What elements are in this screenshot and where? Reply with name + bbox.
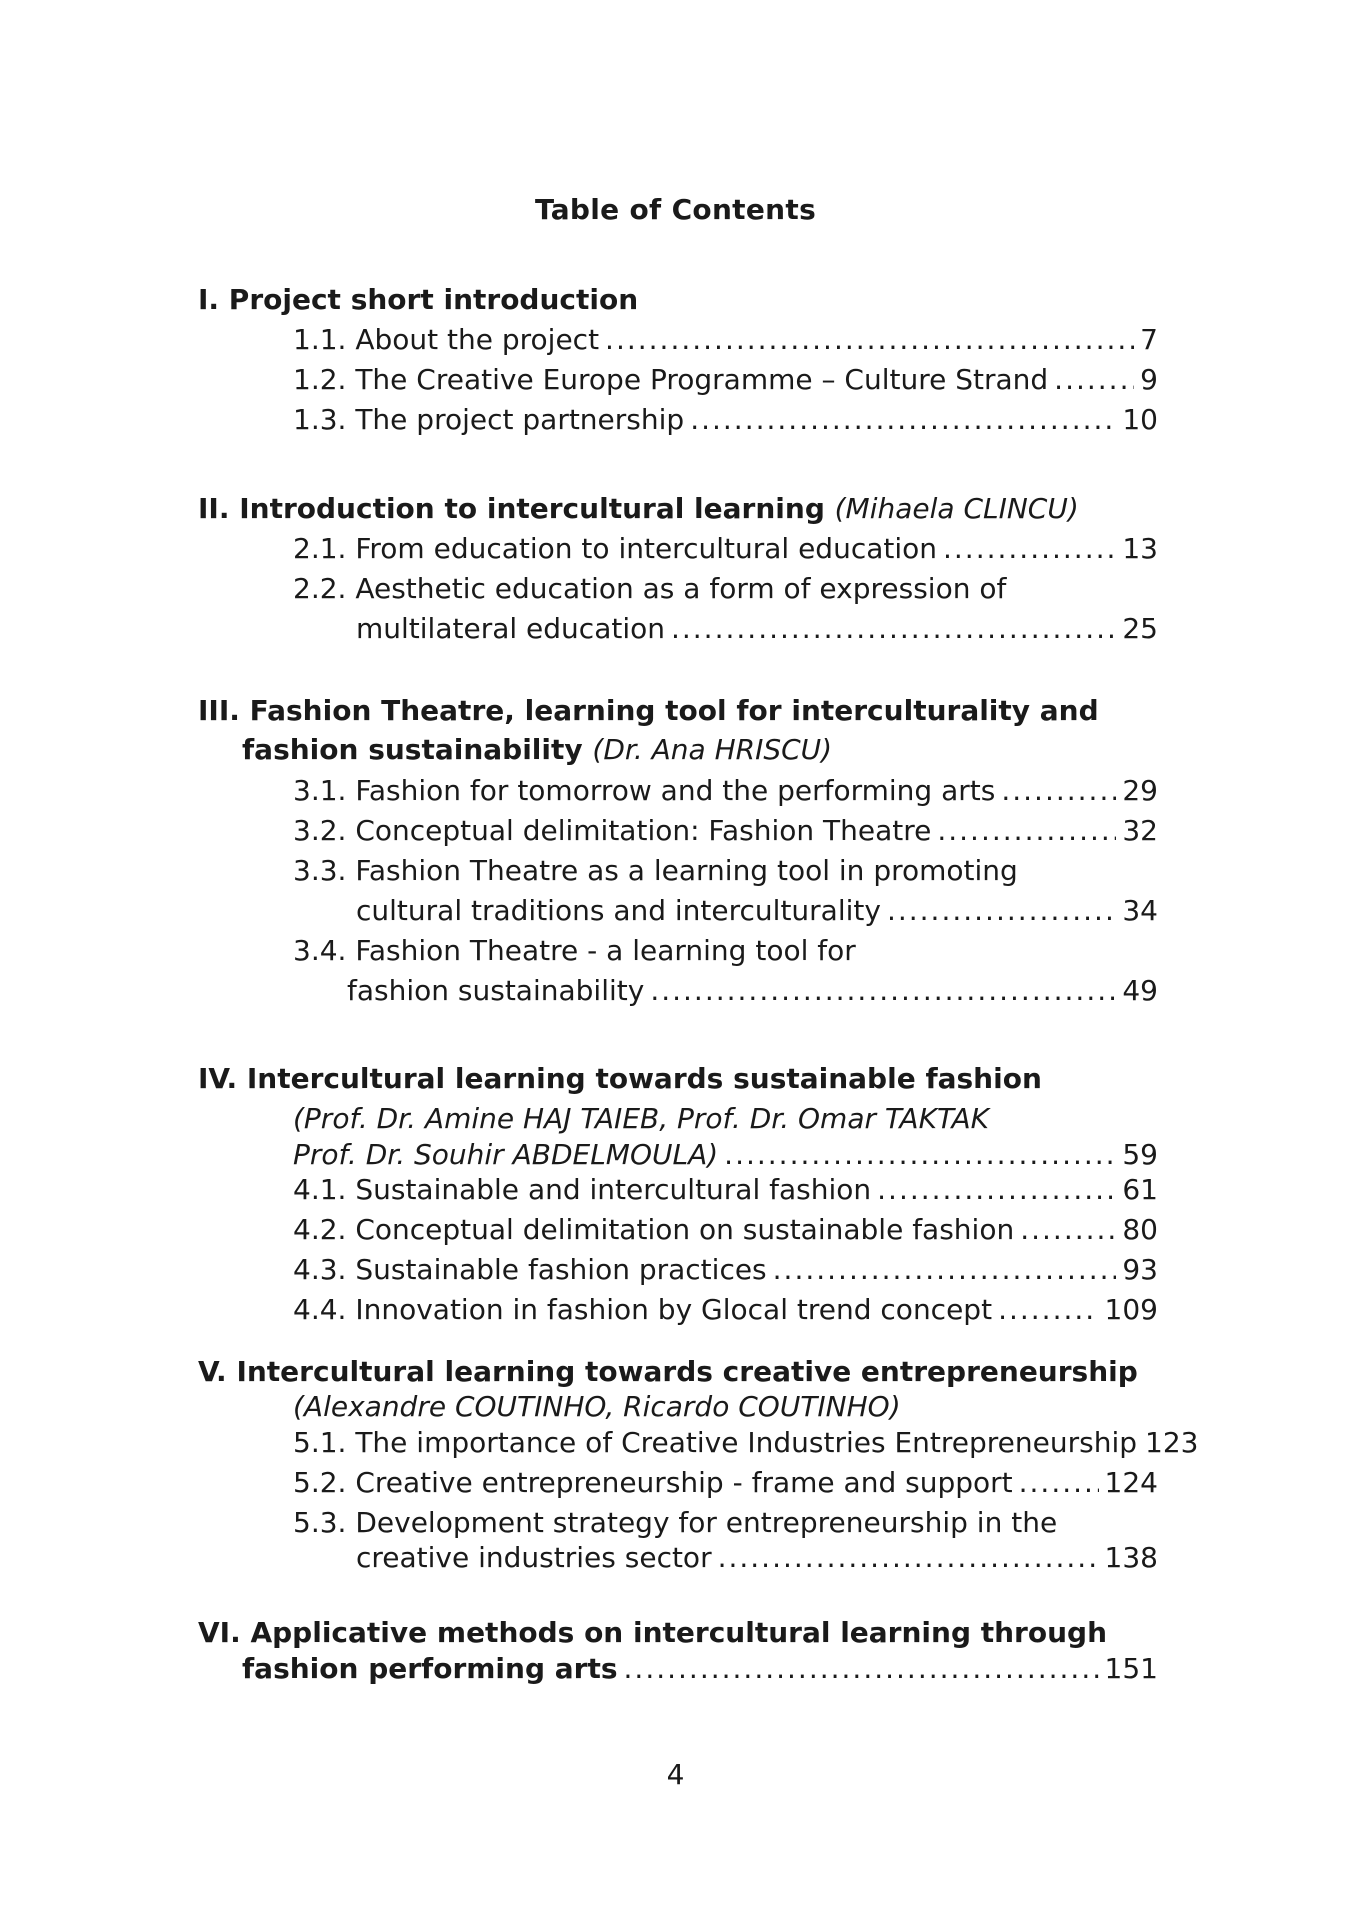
leader-dots (718, 1539, 1099, 1577)
toc-entry-3-3-line1: 3.3. Fashion Theatre as a learning tool in promoting (293, 854, 1018, 887)
toc-entry-page: 109 (1104, 1293, 1158, 1326)
leader-dots (724, 1136, 1116, 1174)
section-heading-1: I. Project short introduction (198, 283, 639, 316)
toc-entry-page: 59 (1122, 1138, 1158, 1171)
toc-entry-text: 5.1. The importance of Creative Industries Entrepreneurship (293, 1426, 1138, 1459)
leader-dots (887, 892, 1116, 930)
toc-entry-text: 4.1. Sustainable and intercultural fashion (293, 1173, 872, 1206)
leader-dots (1020, 1211, 1116, 1249)
toc-entry-5-3 (356, 1539, 1158, 1577)
toc-entry-3-4-line1: 3.4. Fashion Theatre - a learning tool for (293, 934, 856, 967)
toc-entry-text: 1.2. The Creative Europe Programme – Culture Strand (293, 363, 1049, 396)
toc-entry-page: 49 (1122, 974, 1158, 1007)
toc-entry-page: 13 (1122, 532, 1158, 565)
toc-entry-3-4 (347, 972, 1158, 1010)
toc-entry-text: 1.3. The project partnership (293, 403, 685, 436)
toc-entry-text: fashion sustainability (347, 974, 645, 1007)
toc-entry-page: 80 (1122, 1213, 1158, 1246)
toc-entry-2-2-line1: 2.2. Aesthetic education as a form of expression of (293, 572, 1007, 605)
toc-entry-page: 7 (1140, 323, 1158, 356)
toc-entry-5-3-line1: 5.3. Development strategy for entrepreneurship in the (293, 1506, 1058, 1539)
toc-entry-4-2 (293, 1211, 1158, 1249)
section-heading-6-line2 (242, 1650, 1158, 1688)
toc-entry-page: 124 (1104, 1466, 1158, 1499)
section-author: (Alexandre COUTINHO, Ricardo COUTINHO) (293, 1390, 901, 1423)
toc-entry-page: 151 (1104, 1652, 1158, 1685)
leader-dots (605, 321, 1134, 359)
toc-entry-3-1 (293, 772, 1158, 810)
leader-dots (877, 1171, 1116, 1209)
section-heading-text: fashion sustainability (242, 733, 583, 766)
toc-entry-text: 5.2. Creative entrepreneurship - frame and support (293, 1466, 1013, 1499)
toc-entry-page: 32 (1122, 814, 1158, 847)
toc-entry-1-3 (293, 401, 1158, 439)
page-number: 4 (666, 1758, 685, 1791)
leader-dots (998, 1291, 1098, 1329)
toc-entry-1-2 (293, 361, 1158, 399)
section-heading-2 (198, 490, 1079, 528)
section-heading-text: II. Introduction to intercultural learning (198, 492, 825, 525)
toc-entry-text: 4.2. Conceptual delimitation on sustainable fashion (293, 1213, 1015, 1246)
toc-entry-3-2 (293, 812, 1158, 850)
toc-entry-page: 25 (1122, 612, 1158, 645)
toc-title: Table of Contents (534, 193, 817, 226)
section-heading-3-line2 (242, 731, 832, 769)
leader-dots (1019, 1464, 1099, 1502)
toc-entry-page: 9 (1140, 363, 1158, 396)
toc-entry-text: 1.1. About the project (293, 323, 600, 356)
leader-dots (690, 401, 1116, 439)
leader-dots (1054, 361, 1134, 399)
toc-entry-2-2 (356, 610, 1158, 648)
leader-dots (943, 530, 1116, 568)
section-heading-5: V. Intercultural learning towards creative entrepreneurship (198, 1355, 1138, 1388)
toc-entry-text: multilateral education (356, 612, 665, 645)
leader-dots (937, 812, 1116, 850)
toc-entry-text: 4.3. Sustainable fashion practices (293, 1253, 767, 1286)
toc-entry-page: 123 (1145, 1426, 1199, 1459)
section-author-line2 (293, 1136, 1158, 1174)
section-author-line1: (Prof. Dr. Amine HAJ TAIEB, Prof. Dr. Omar TAKTAK (293, 1102, 989, 1135)
toc-entry-5-2 (293, 1464, 1158, 1502)
toc-entry-page: 138 (1104, 1541, 1158, 1574)
toc-entry-page: 93 (1122, 1253, 1158, 1286)
toc-entry-text: 2.1. From education to intercultural education (293, 532, 937, 565)
toc-entry-3-3 (356, 892, 1158, 930)
toc-entry-4-3 (293, 1251, 1158, 1289)
section-heading-4: IV. Intercultural learning towards sustainable fashion (198, 1062, 1042, 1095)
leader-dots (671, 610, 1116, 648)
toc-entry-text: 3.1. Fashion for tomorrow and the performing arts (293, 774, 996, 807)
toc-entry-4-1 (293, 1171, 1158, 1209)
toc-entry-page: 34 (1122, 894, 1158, 927)
toc-entry-text: cultural traditions and interculturality (356, 894, 881, 927)
toc-entry-page: 61 (1122, 1173, 1158, 1206)
toc-entry-text: 4.4. Innovation in fashion by Glocal trend concept (293, 1293, 993, 1326)
toc-entry-4-4 (293, 1291, 1158, 1329)
leader-dots (773, 1251, 1117, 1289)
toc-entry-1-1 (293, 321, 1158, 359)
toc-entry-2-1 (293, 530, 1158, 568)
section-heading-6: VI. Applicative methods on intercultural learning through (198, 1616, 1108, 1649)
leader-dots (624, 1650, 1099, 1688)
section-author: Prof. Dr. Souhir ABDELMOULA) (293, 1138, 719, 1171)
leader-dots (1001, 772, 1116, 810)
leader-dots (650, 972, 1116, 1010)
section-heading-text: fashion performing arts (242, 1652, 618, 1685)
section-author: (Mihaela CLINCU) (834, 492, 1079, 525)
toc-entry-text: 3.2. Conceptual delimitation: Fashion Theatre (293, 814, 932, 847)
toc-entry-page: 29 (1122, 774, 1158, 807)
toc-entry-text: creative industries sector (356, 1541, 712, 1574)
section-author: (Dr. Ana HRISCU) (592, 733, 833, 766)
toc-entry-5-1 (293, 1424, 1199, 1462)
section-heading-3: III. Fashion Theatre, learning tool for interculturality and (198, 694, 1099, 727)
toc-entry-page: 10 (1122, 403, 1158, 436)
